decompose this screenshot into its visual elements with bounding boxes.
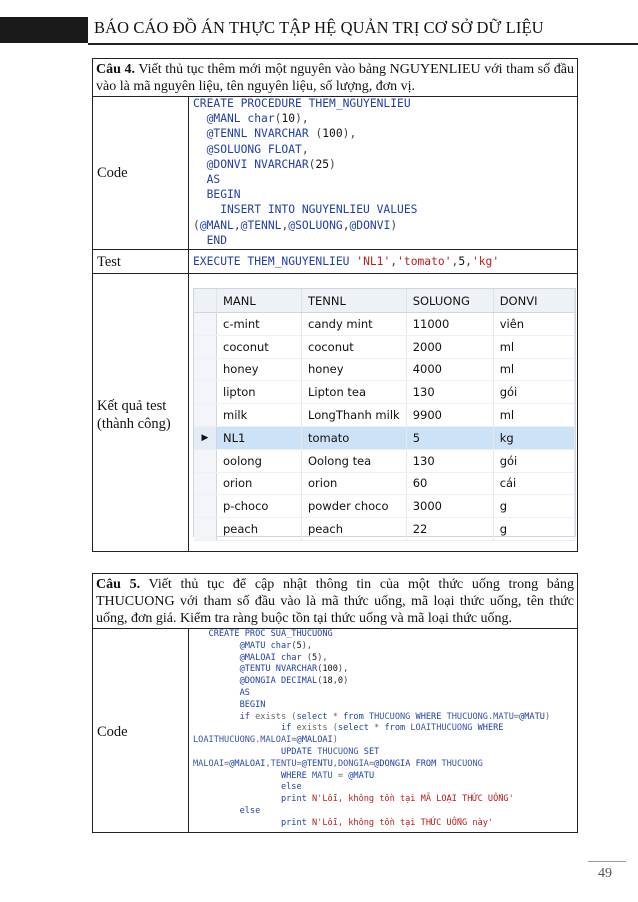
grid-row[interactable] [194,335,575,358]
grid-row[interactable] [194,449,575,472]
grid-cell[interactable]: 5 [406,426,493,449]
grid-row[interactable] [194,404,575,427]
exec-proc-name: THEM_NGUYENLIEU [247,255,350,268]
grid-cell[interactable]: cái [493,472,574,495]
grid-cell[interactable]: gói [493,381,574,404]
grid-cell[interactable]: honey [302,358,407,381]
grid-row[interactable] [194,518,575,541]
exec-arg-1: 'NL1' [356,255,391,268]
grid-cell[interactable]: 130 [406,449,493,472]
grid-col-header[interactable]: SOLUONG [406,289,493,313]
q4-column-divider [188,96,189,552]
grid-cell[interactable]: p-choco [217,495,302,518]
row-indicator[interactable] [194,335,217,358]
grid-cell[interactable]: milk [217,404,302,427]
q5-code-label: Code [97,724,128,740]
grid-cell[interactable]: NL1 [217,426,302,449]
grid-cell[interactable]: g [493,518,574,541]
grid-col-header[interactable]: DONVI [493,289,574,313]
grid-cell[interactable]: peach [217,518,302,541]
grid-cell[interactable]: Oolong tea [302,449,407,472]
row-indicator[interactable] [194,518,217,541]
grid-cell[interactable]: ml [493,404,574,427]
grid-cell[interactable]: honey [217,358,302,381]
q4-number: Câu 4. [96,62,136,77]
grid-cell[interactable]: 130 [406,381,493,404]
row-indicator[interactable] [194,404,217,427]
q4-divider-2 [92,249,578,250]
row-indicator[interactable] [194,472,217,495]
grid-cell[interactable]: gói [493,449,574,472]
q5-code-block: CREATE PROC SUA_THUCUONG @MATU char(5), @MALOAI char (5), @TENTU NVARCHAR(100), @DONGIA DECIMAL(18,0) AS BEGIN if exists (select * from THUCUONG WHERE THUCUONG.MATU=@MATU) if exists (select * from LOAITHUCUONG WHERE LOAITHUCUONG.MALOAI=@MALOAI) UPDATE THUCUONG SET MALOAI=@MALOAI,TENTU=@TENTU,DONGIA=@DONGIA FROM THUCUONG WHERE MATU = @MATU else print N'Lỗi, không tồn tại MÃ LOẠI THỨC UỐNG' else print N'Lỗi, không tồn tại THỨC UỐNG này' [193,629,551,828]
q4-prompt [92,59,578,97]
grid-col-header[interactable]: TENNL [302,289,407,313]
row-indicator[interactable] [194,449,217,472]
grid-cell[interactable]: c-mint [217,313,302,336]
grid-col-header[interactable]: MANL [217,289,302,313]
grid-cell[interactable]: orion [302,472,407,495]
grid-row[interactable] [194,381,575,404]
q4-prompt-text: Viết thủ tục thêm mới một nguyên vào bảng NGUYENLIEU với tham số đầu vào là mã nguyên liệu, tên nguyên liệu, số lượng, đơn vị. [96,62,575,94]
exec-arg-2: 'tomato' [397,255,452,268]
q4-test-label: Test [97,254,121,270]
grid-row[interactable] [194,313,575,336]
grid-cell[interactable]: coconut [217,335,302,358]
grid-cell[interactable]: orion [217,472,302,495]
grid-cell[interactable]: tomato [302,426,407,449]
page-number: 49 [598,866,612,881]
footer-rule [588,861,626,862]
row-indicator[interactable] [194,358,217,381]
grid-cell[interactable]: 22 [406,518,493,541]
q4-test-code: EXECUTE THEM_NGUYENLIEU 'NL1','tomato',5,'kg' [193,255,500,268]
grid-cell[interactable]: g [493,495,574,518]
grid-cell[interactable]: lipton [217,381,302,404]
grid-cell[interactable]: 60 [406,472,493,495]
grid-cell[interactable]: oolong [217,449,302,472]
grid-cell[interactable]: candy mint [302,313,407,336]
q4-code-label: Code [97,165,128,181]
grid-cell[interactable]: 2000 [406,335,493,358]
q5-number: Câu 5. [96,577,141,592]
grid-cell[interactable]: powder choco [302,495,407,518]
exec-arg-4: 'kg' [471,255,500,268]
grid-cell[interactable]: ml [493,335,574,358]
grid-cell[interactable]: Lipton tea [302,381,407,404]
grid-cell[interactable]: peach [302,518,407,541]
q4-result-label: Kết quả test (thành công) [97,398,171,432]
grid-cell[interactable]: kg [493,426,574,449]
row-indicator[interactable] [194,381,217,404]
page-header-title: BÁO CÁO ĐỒ ÁN THỰC TẬP HỆ QUẢN TRỊ CƠ SỞ DỮ LIỆU [94,18,544,37]
row-indicator[interactable] [194,495,217,518]
grid-cell[interactable]: ml [493,358,574,381]
q4-divider-3 [92,273,578,274]
q5-column-divider [188,628,189,833]
header-rule [88,43,638,45]
grid-cell[interactable]: 4000 [406,358,493,381]
q5-prompt [92,574,578,629]
grid-row[interactable] [194,472,575,495]
result-grid [193,288,576,537]
exec-arg-3: 5 [458,255,466,268]
grid-header-row [194,289,575,313]
grid-cell[interactable]: 11000 [406,313,493,336]
grid-corner [194,289,217,313]
q4-code-block: CREATE PROCEDURE THEM_NGUYENLIEU @MANL char(10), @TENNL NVARCHAR (100), @SOLUONG FLOAT, @DONVI NVARCHAR(25) AS BEGIN INSERT INTO NGUYENLIEU VALUES (@MANL,@TENNL,@SOLUONG,@DONVI) END [193,97,418,247]
q5-prompt-text: Viết thủ tục để cập nhật thông tin của một thức uống trong bảng THUCUONG với tham số đầu vào là mã thức uống, mã loại thức uống, tên thức uống, đơn giá. Kiểm tra ràng buộc tồn tại thức uống và mã loại thức uống. [96,577,574,626]
grid-cell[interactable]: viên [493,313,574,336]
header-bar [0,17,88,43]
row-indicator[interactable] [194,313,217,336]
grid-cell[interactable]: 3000 [406,495,493,518]
grid-row[interactable] [194,426,575,449]
grid-cell[interactable]: coconut [302,335,407,358]
grid-cell[interactable]: 9900 [406,404,493,427]
exec-keyword: EXECUTE [193,255,241,268]
grid-row[interactable] [194,495,575,518]
grid-row[interactable] [194,358,575,381]
row-indicator[interactable]: ▶ [194,426,217,449]
grid-cell[interactable]: LongThanh milk [302,404,407,427]
